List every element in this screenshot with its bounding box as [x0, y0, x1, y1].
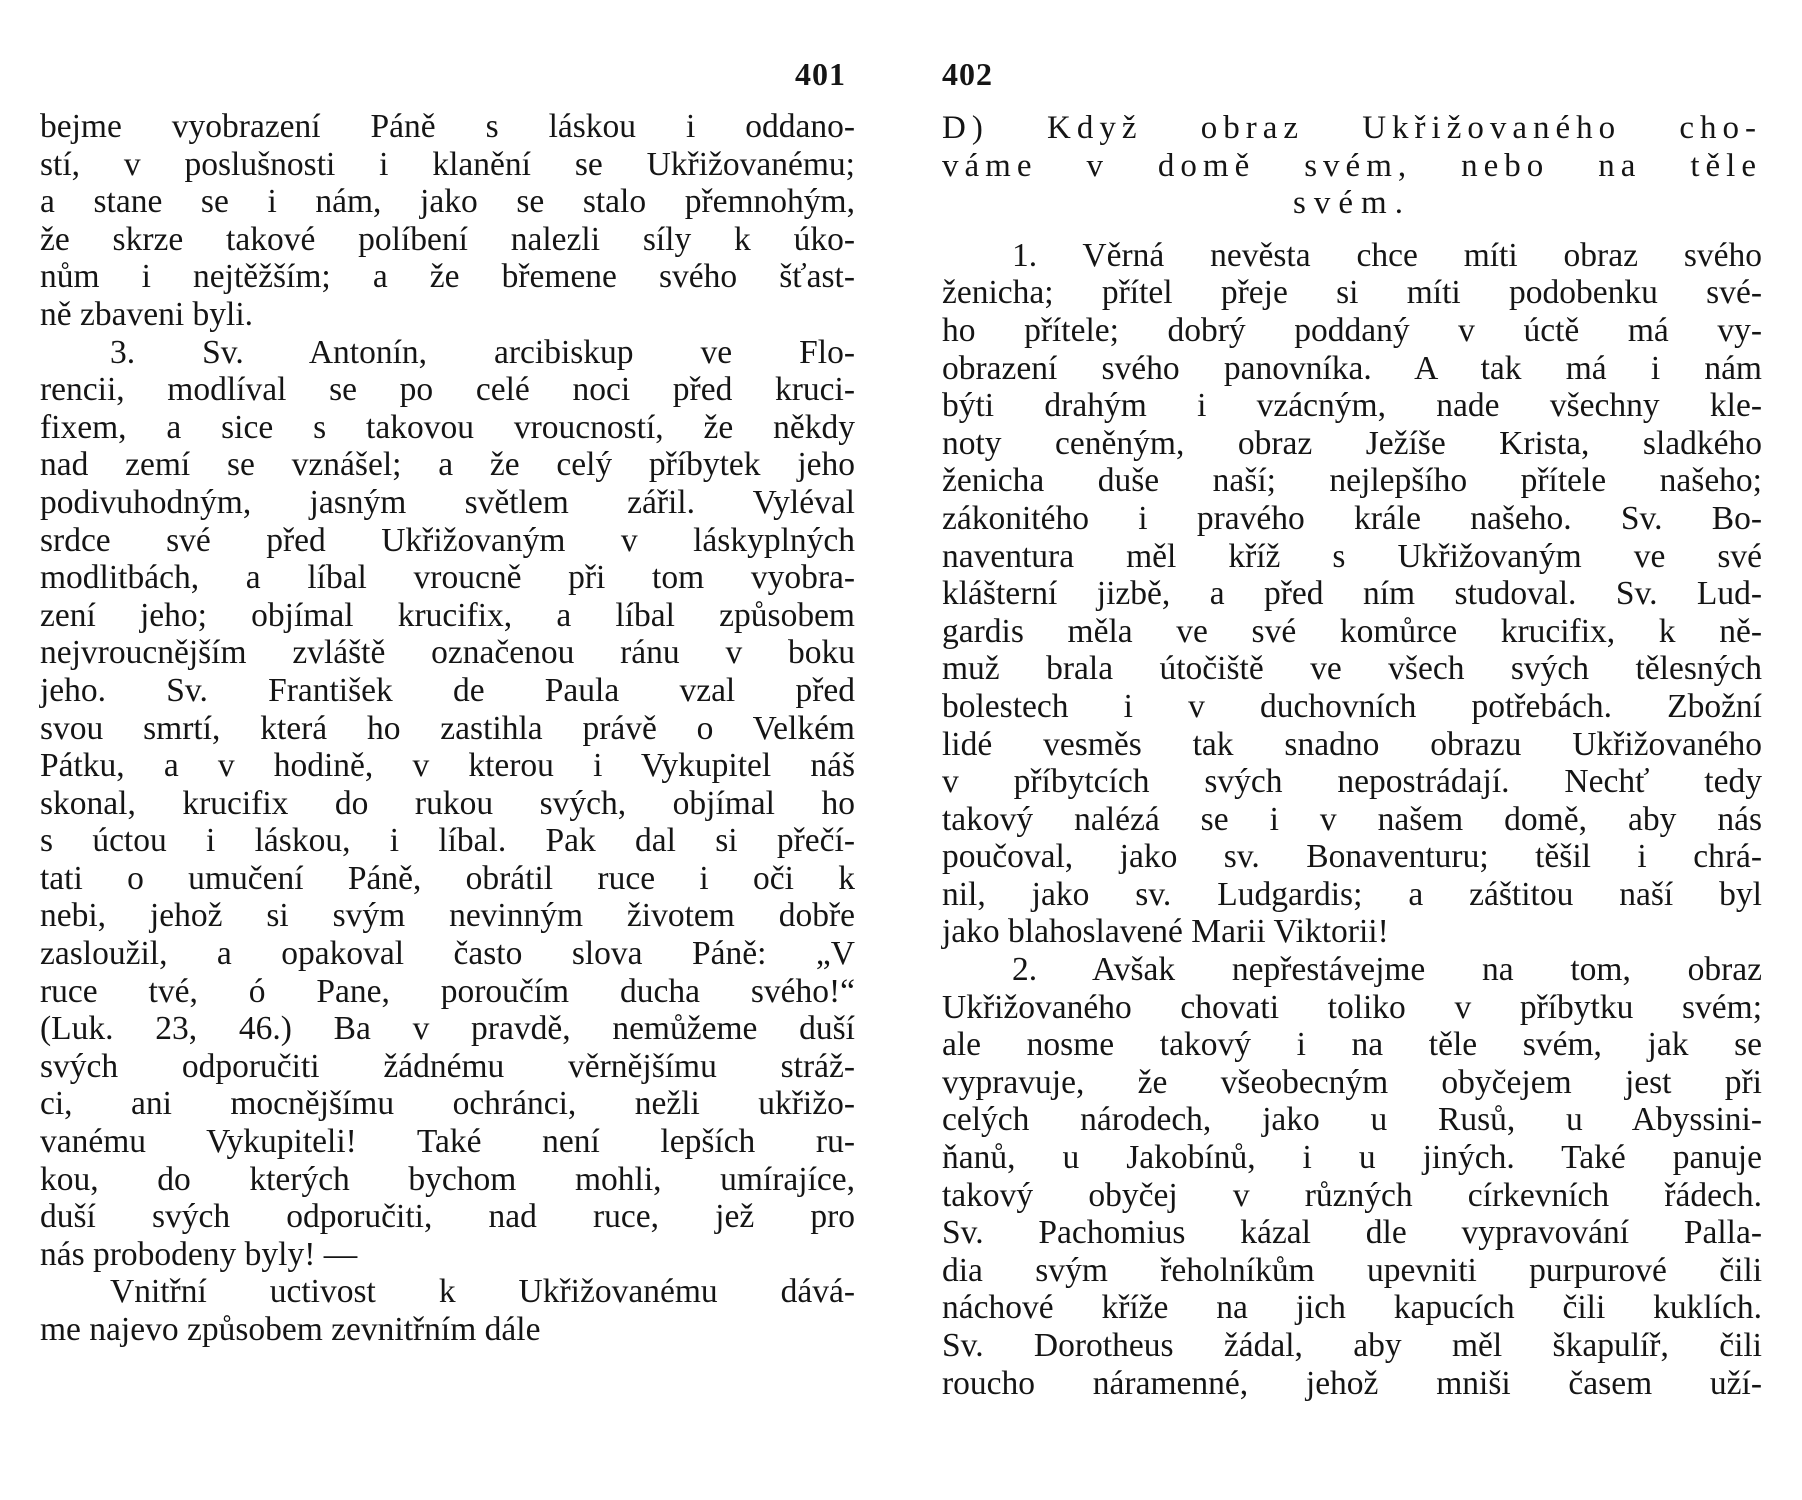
text-line: dia svým řeholníkům upevniti purpurové čili [942, 1251, 1762, 1289]
text-line: 3. Sv. Antonín, arcibiskup ve Flo- [110, 333, 855, 371]
spacer [942, 223, 1762, 237]
body-text [942, 237, 1762, 1402]
text-line: naventura měl kříž s Ukřižovaným ve své [942, 537, 1762, 575]
text-line: zasloužil, a opakoval často slova Páně: „V [40, 935, 855, 973]
text-line: celých národech, jako u Rusů, u Abyssini- [942, 1101, 1762, 1139]
text-line: nad zemí se vznášel; a že celý příbytek jeho [40, 446, 855, 484]
text-line: 2. Avšak nepřestávejme na tom, obraz [1012, 951, 1762, 989]
text-line: muž brala útočiště ve všech svých tělesných [942, 650, 1762, 688]
text-line: fixem, a sice s takovou vroucností, že někdy [40, 408, 855, 446]
left-page [0, 0, 900, 1500]
text-line: takový nalézá se i v našem domě, aby nás [942, 800, 1762, 838]
text-line: býti drahým i vzácným, nade všechny kle- [942, 387, 1762, 425]
text-line: gardis měla ve své komůrce krucifix, k ně- [942, 612, 1762, 650]
text-line: náchové kříže na jich kapucích čili kuklích. [942, 1289, 1762, 1327]
text-line: v příbytcích svých nepostrádají. Nechť tedy [942, 763, 1762, 801]
text-line: vypravuje, že všeobecným obyčejem jest při [942, 1063, 1762, 1101]
text-line: me najevo způsobem zevnitřním dále [40, 1311, 541, 1348]
text-line: jeho. Sv. František de Paula vzal před [40, 671, 855, 709]
text-line: vanému Vykupiteli! Také není lepších ru- [40, 1123, 855, 1161]
text-line: ňanů, u Jakobínů, i u jiných. Také panuje [942, 1139, 1762, 1177]
text-line: lidé vesměs tak snadno obrazu Ukřižovaného [942, 725, 1762, 763]
text-line: svou smrtí, která ho zastihla právě o Velkém [40, 709, 855, 747]
text-line: noty ceněným, obraz Ježíše Krista, sladkého [942, 424, 1762, 462]
page-number: 401 [795, 56, 846, 92]
text-line: nás probodeny byly! — [40, 1235, 358, 1273]
text-line: svých odporučiti žádnému věrnějšímu stráž- [40, 1047, 855, 1085]
text-line: srdce své před Ukřižovaným v láskyplných [40, 521, 855, 559]
text-line: (Luk. 23, 46.) Ba v pravdě, nemůžeme duší [40, 1010, 855, 1048]
page-number: 402 [942, 56, 993, 92]
text-line: bejme vyobrazení Páně s láskou i oddano- [40, 108, 855, 145]
text-line: váme v domě svém, nebo na těle [942, 147, 1762, 184]
text-line: Pátku, a v hodině, v kterou i Vykupitel náš [40, 747, 855, 785]
text-line: jako blahoslavené Marii Viktorii! [942, 913, 1389, 951]
section-heading [942, 110, 1762, 223]
text-line: a stane se i nám, jako se stalo přemnohým, [40, 183, 855, 221]
text-line: duší svých odporučiti, nad ruce, jež pro [40, 1198, 855, 1236]
right-page [900, 0, 1802, 1500]
text-line: Vnitřní uctivost k Ukřižovanému dává- [110, 1273, 855, 1311]
text-line: rencii, modlíval se po celé noci před kruci- [40, 371, 855, 409]
text-line: poučoval, jako sv. Bonaventuru; těšil i chrá- [942, 838, 1762, 876]
text-line: klášterní jizbě, a před ním studoval. Sv. Lud- [942, 575, 1762, 613]
text-line: nil, jako sv. Ludgardis; a záštitou naší byl [942, 875, 1762, 913]
text-line: ale nosme takový i na těle svém, jak se [942, 1026, 1762, 1064]
text-line: roucho náramenné, jehož mniši časem uží- [942, 1364, 1762, 1402]
text-line: modlitbách, a líbal vroucně při tom vyobra- [40, 559, 855, 597]
text-line: skonal, krucifix do rukou svých, objímal ho [40, 784, 855, 822]
text-line: ho přítele; dobrý poddaný v úctě má vy- [942, 311, 1762, 349]
text-line: D) Když obraz Ukřižovaného cho- [942, 110, 1762, 146]
text-line: bolestech i v duchovních potřebách. Zbožní [942, 687, 1762, 725]
text-line: zení jeho; objímal krucifix, a líbal způsobem [40, 596, 855, 634]
text-line: obrazení svého panovníka. A tak má i nám [942, 349, 1762, 387]
text-line: ci, ani mocnějšímu ochránci, nežli ukřižo- [40, 1085, 855, 1123]
text-line: ně zbaveni byli. [40, 295, 254, 333]
text-line: nejvroucnějším zvláště označenou ránu v boku [40, 634, 855, 672]
text-line: svém. [1293, 185, 1411, 222]
text-line: tati o umučení Páně, obrátil ruce i oči k [40, 859, 855, 897]
text-line: kou, do kterých bychom mohli, umírajíce, [40, 1160, 855, 1198]
text-line: nům i nejtěžším; a že břemene svého šťast- [40, 258, 855, 296]
text-line: nebi, jehož si svým nevinným životem dobře [40, 897, 855, 935]
text-line: zákonitého i pravého krále našeho. Sv. Bo- [942, 499, 1762, 537]
text-line: Sv. Dorotheus žádal, aby měl škapulíř, čili [942, 1327, 1762, 1364]
text-line: podivuhodným, jasným světlem zářil. Vyléval [40, 483, 855, 521]
text-line: takový obyčej v různých církevních řádech. [942, 1176, 1762, 1214]
text-line: že skrze takové políbení nalezli síly k úko- [40, 220, 855, 258]
text-line: ženicha duše naší; nejlepšího přítele našeho; [942, 462, 1762, 500]
text-column [942, 110, 1762, 1402]
text-line: stí, v poslušnosti i klanění se Ukřižovanému; [40, 145, 855, 183]
text-column [40, 108, 855, 1349]
text-line: ruce tvé, ó Pane, poroučím ducha svého!“ [40, 972, 855, 1010]
text-line: 1. Věrná nevěsta chce míti obraz svého [1012, 236, 1762, 274]
text-line: Sv. Pachomius kázal dle vypravování Palla- [942, 1214, 1762, 1252]
text-line: Ukřižovaného chovati toliko v příbytku svém; [942, 988, 1762, 1026]
text-line: s úctou i láskou, i líbal. Pak dal si přečí- [40, 822, 855, 860]
text-line: ženicha; přítel přeje si míti podobenku své- [942, 274, 1762, 312]
